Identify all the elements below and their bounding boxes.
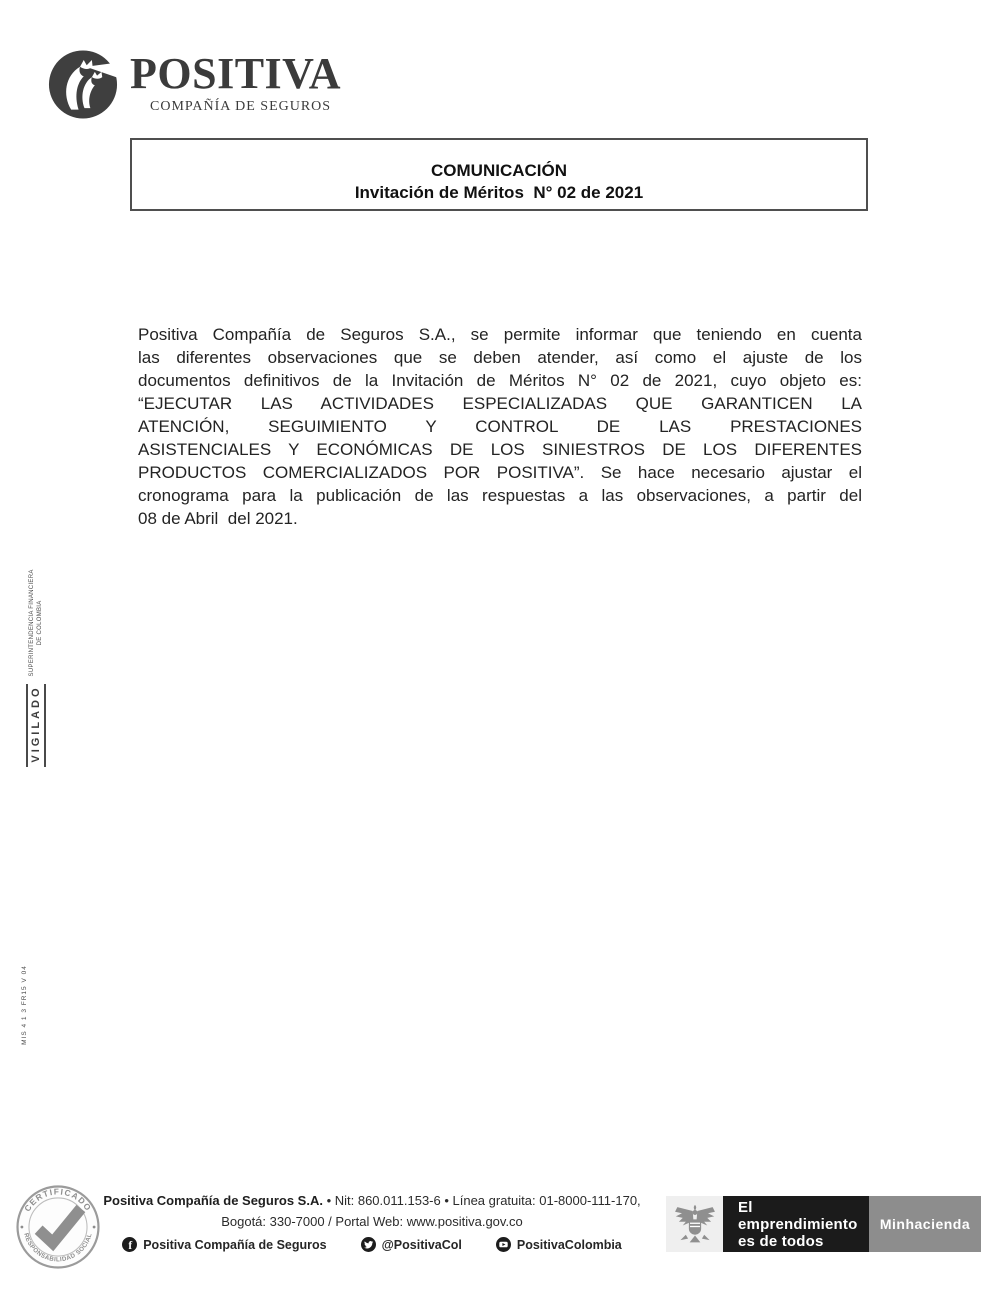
- form-code: MIS 4 1 3 FR15 V 04: [21, 965, 28, 1045]
- youtube-label: PositivaColombia: [516, 1237, 622, 1252]
- colombia-coat-of-arms-icon: [672, 1201, 718, 1247]
- facebook-label: Positiva Compañía de Seguros: [143, 1237, 327, 1252]
- youtube-handle: [496, 1237, 622, 1252]
- title-box: [130, 138, 868, 211]
- youtube-icon: [496, 1237, 511, 1252]
- body-line: las diferentes observaciones que se deben atender, así como el ajuste de los: [138, 348, 862, 367]
- body-line: Positiva Compañía de Seguros S.A., se permite informar que teniendo en cuenta: [138, 325, 862, 344]
- positiva-doves-icon: [46, 44, 120, 122]
- twitter-handle: [361, 1237, 462, 1252]
- facebook-icon: [122, 1237, 137, 1252]
- title-line-1: COMUNICACIÓN: [431, 161, 567, 180]
- brand-tagline: COMPAÑÍA DE SEGUROS: [150, 99, 332, 114]
- seal-arc-bottom-text: RESPONSABILIDAD SOCIAL: [22, 1232, 94, 1264]
- body-line: “EJECUTAR LAS ACTIVIDADES ESPECIALIZADAS QUE GARANTICEN LA: [138, 394, 862, 413]
- body-paragraph: [138, 323, 862, 530]
- facebook-handle: [122, 1237, 326, 1252]
- vigilado-label: VIGILADO: [26, 684, 46, 766]
- body-line: documentos definitivos de la Invitación de Méritos N° 02 de 2021, cuyo objeto es:: [138, 371, 862, 390]
- seal-arc-top-text: CERTIFICADO: [22, 1186, 94, 1214]
- regulator-name: [28, 569, 44, 676]
- body-line: 08 de Abril del 2021.: [138, 509, 298, 528]
- twitter-label: @PositivaCol: [381, 1237, 462, 1252]
- social-row: [98, 1237, 646, 1252]
- logo-wordmark: [130, 49, 342, 122]
- crest-badge: [666, 1196, 723, 1252]
- regulator-line-1: SUPERINTENDENCIA FINANCIERA: [29, 569, 35, 677]
- title-line-2: Invitación de Méritos N° 02 de 2021: [354, 183, 644, 202]
- svg-text:f: f: [128, 1240, 133, 1252]
- footer-line-1: [98, 1190, 646, 1211]
- footer-line-1-rest: • Nit: 860.011.153-6 • Línea gratuita: 01-8000-111-170,: [322, 1193, 641, 1208]
- footer-line-2: Bogotá: 330-7000 / Portal Web: www.positiva.gov.co: [221, 1214, 523, 1229]
- slogan-line-2: es de todos: [738, 1232, 824, 1250]
- gov-badge-strip: [666, 1196, 981, 1252]
- social-responsibility-seal-icon: [14, 1183, 102, 1271]
- ministry-badge: Minhacienda: [869, 1196, 981, 1252]
- body-line: ASISTENCIALES Y ECONÓMICAS DE LOS SINIESTROS DE LOS DIFERENTES: [138, 440, 862, 459]
- slogan-badge: [723, 1196, 869, 1252]
- slogan-line-1: El emprendimiento: [738, 1198, 858, 1233]
- body-line: cronograma para la publicación de las respuestas a las observaciones, a partir del: [138, 486, 862, 505]
- brand-name: POSITIVA: [130, 49, 342, 98]
- footer-info: [98, 1190, 646, 1252]
- regulator-line-2: DE COLOMBIA: [37, 600, 43, 646]
- twitter-icon: [361, 1237, 376, 1252]
- positiva-logo: [46, 44, 341, 122]
- footer-company-name: Positiva Compañía de Seguros S.A.: [103, 1193, 323, 1208]
- body-line: ATENCIÓN, SEGUIMIENTO Y CONTROL DE LAS PRESTACIONES: [138, 417, 862, 436]
- body-line: PRODUCTOS COMERCIALIZADOS POR POSITIVA”. Se hace necesario ajustar el: [138, 463, 862, 482]
- vigilado-stamp: [13, 569, 59, 763]
